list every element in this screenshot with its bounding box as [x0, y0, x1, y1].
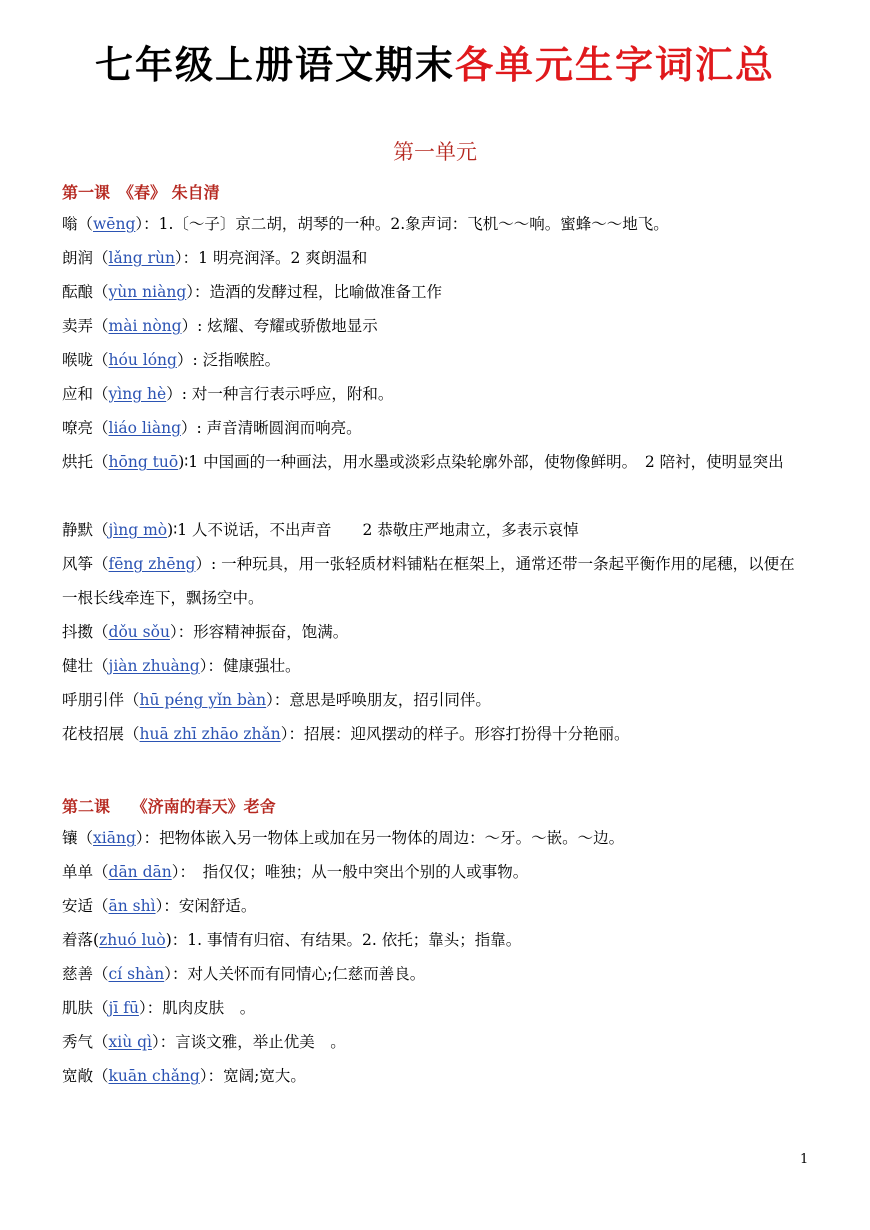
entry-pinyin: kuān chǎng — [108, 1067, 200, 1085]
entry-definition: ）: 泛指喉腔。 — [176, 351, 281, 369]
entry-word: 着落( — [62, 931, 100, 949]
entry-word: 风筝（ — [62, 555, 109, 573]
vocab-entry — [62, 1025, 802, 1059]
vocab-entry — [62, 991, 802, 1025]
entry-word: 朗润（ — [62, 249, 109, 267]
entry-word: 抖擞（ — [62, 623, 109, 641]
entry-word: 静默（ — [62, 521, 109, 539]
entry-definition: ）: 炫耀、夸耀或骄傲地显示 — [181, 317, 378, 335]
entry-pinyin: liáo liàng — [108, 419, 181, 437]
entry-pinyin: yùn niàng — [108, 283, 187, 301]
entry-definition: ）: 对一种言行表示呼应，附和。 — [166, 385, 394, 403]
entry-word: 花枝招展（ — [62, 725, 140, 743]
entry-word: 秀气（ — [62, 1033, 109, 1051]
entry-word: 单单（ — [62, 863, 109, 881]
entry-pinyin: yìng hè — [108, 385, 167, 403]
vocab-entry — [62, 445, 802, 479]
entry-pinyin: xiù qì — [108, 1033, 153, 1051]
entry-word: 慈善（ — [62, 965, 109, 983]
entry-word: 呼朋引伴（ — [62, 691, 140, 709]
entry-definition: )∶1 中国画的一种画法，用水墨或淡彩点染轮廓外部，使物像鲜明。 2 陪衬，使明显突出 — [178, 453, 784, 471]
entry-definition: ）：宽阔;宽大。 — [199, 1067, 306, 1085]
entry-pinyin: mài nòng — [108, 317, 182, 335]
entry-word: 健壮（ — [62, 657, 109, 675]
vocab-entry — [62, 923, 802, 957]
entry-definition: ）：安闲舒适。 — [155, 897, 257, 915]
entry-word: 嘹亮（ — [62, 419, 109, 437]
lesson-heading: 第二课 《济南的春天》老舍 — [62, 797, 276, 816]
vocab-entry — [62, 821, 802, 855]
unit-heading: 第一单元 — [393, 140, 477, 164]
entry-pinyin: hū péng yǐn bàn — [139, 691, 267, 709]
entry-word: 酝酿（ — [62, 283, 109, 301]
vocab-entry — [62, 1059, 802, 1093]
entry-word: 安适（ — [62, 897, 109, 915]
lesson-heading: 第一课 《春》 朱自清 — [62, 183, 220, 202]
entry-word: 镶（ — [62, 829, 94, 847]
title-red-part: 各单元生字词汇总 — [455, 43, 776, 87]
entry-pinyin: xiāng — [93, 829, 136, 847]
entry-pinyin: jìng mò — [108, 521, 168, 539]
entry-pinyin: zhuó luò — [99, 931, 166, 949]
entry-definition: ）：意思是呼唤朋友，招引同伴。 — [266, 691, 491, 709]
page-number: 1 — [800, 1152, 809, 1167]
entry-definition: ）：招展：迎风摆动的样子。形容打扮得十分艳丽。 — [280, 725, 630, 743]
vocab-entry — [62, 207, 802, 241]
entry-pinyin: ān shì — [108, 897, 156, 915]
entry-pinyin: lǎng rùn — [108, 249, 175, 267]
entry-definition: ）：言谈文雅，举止优美 。 — [152, 1033, 346, 1051]
vocab-entry — [62, 275, 802, 309]
vocab-entry — [62, 309, 802, 343]
entry-definition: ）：对人关怀而有同情心;仁慈而善良。 — [164, 965, 426, 983]
vocab-entry — [62, 615, 802, 649]
entry-pinyin: jī fū — [108, 999, 139, 1017]
vocab-entry — [62, 411, 802, 445]
vocab-entry — [62, 241, 802, 275]
entry-definition: ）： 指仅仅；唯独；从一般中突出个别的人或事物。 — [171, 863, 529, 881]
title-black-part: 七年级上册语文期末 — [94, 43, 455, 87]
entry-definition: ）: 一种玩具，用一张轻质材料铺粘在框架上，通常还带一条起平衡作用的尾穗，以便在一根长线牵连下，飘扬空中。 — [62, 555, 795, 607]
vocab-entry — [62, 377, 802, 411]
page-title — [0, 34, 870, 89]
entry-word: 应和（ — [62, 385, 109, 403]
vocab-entry — [62, 343, 802, 377]
entry-definition: ）：肌肉皮肤 。 — [138, 999, 256, 1017]
entry-definition: ）：健康强壮。 — [199, 657, 301, 675]
entry-pinyin: dǒu sǒu — [108, 623, 170, 641]
entry-definition: )∶1 人不说话，不出声音 2 恭敬庄严地肃立，多表示哀悼 — [167, 521, 579, 539]
entry-word: 肌肤（ — [62, 999, 109, 1017]
entry-pinyin: cí shàn — [108, 965, 165, 983]
entry-pinyin: huā zhī zhāo zhǎn — [139, 725, 281, 743]
vocab-entry — [62, 855, 802, 889]
entry-pinyin: dān dān — [108, 863, 172, 881]
vocab-entry — [62, 889, 802, 923]
vocab-entry — [62, 547, 802, 615]
entry-pinyin: wēng — [93, 215, 136, 233]
entry-pinyin: hōng tuō — [108, 453, 179, 471]
vocab-entry — [62, 683, 802, 717]
entry-word: 喉咙（ — [62, 351, 109, 369]
entry-pinyin: jiàn zhuàng — [108, 657, 200, 675]
entry-definition: ）：形容精神振奋，饱满。 — [169, 623, 349, 641]
entry-pinyin: fēng zhēng — [108, 555, 196, 573]
entry-word: 烘托（ — [62, 453, 109, 471]
entry-word: 宽敞（ — [62, 1067, 109, 1085]
vocab-entry — [62, 957, 802, 991]
entry-definition: ）: 声音清晰圆润而响亮。 — [181, 419, 362, 437]
vocab-entry — [62, 649, 802, 683]
vocab-entry — [62, 717, 802, 751]
entry-definition: ）：把物体嵌入另一物体上或加在另一物体的周边：～牙。～嵌。～边。 — [135, 829, 625, 847]
entry-definition: ）：1.〔～子〕京二胡，胡琴的一种。2.象声词：飞机～～响。蜜蜂～～地飞。 — [135, 215, 669, 233]
entry-definition: )：1. 事情有归宿、有结果。2. 依托；靠头；指靠。 — [165, 931, 522, 949]
entry-pinyin: hóu lóng — [108, 351, 177, 369]
entry-definition: ）：1 明亮润泽。2 爽朗温和 — [174, 249, 368, 267]
entry-definition: ）：造酒的发酵过程，比喻做准备工作 — [186, 283, 443, 301]
entry-word: 卖弄（ — [62, 317, 109, 335]
vocab-entry — [62, 513, 802, 547]
entry-word: 嗡（ — [62, 215, 94, 233]
